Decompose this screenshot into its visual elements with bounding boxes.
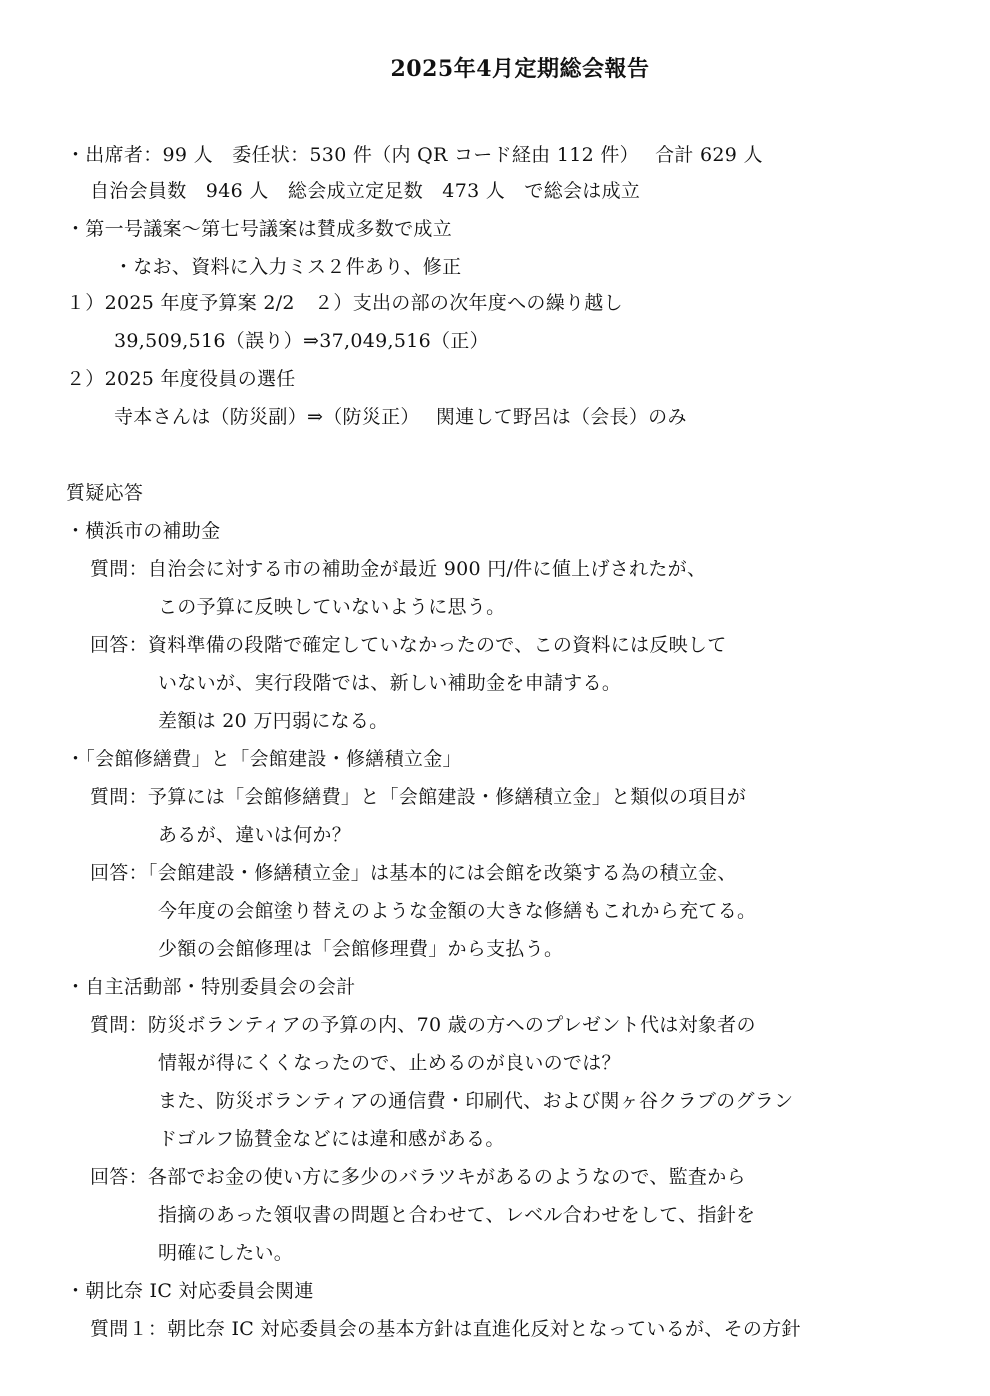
qa-heading: 質疑応答 [66,482,144,504]
topic-title: ・横浜市の補助金 [66,520,221,542]
topic-title: ・「会館修繕費」と「会館建設・修繕積立金」 [66,748,462,770]
agenda-passed: ・第一号議案～第七号議案は賛成多数で成立 [66,218,453,240]
agenda-item1-header: １）2025 年度予算案 2/2 ２）支出の部の次年度への繰り越し [66,292,623,314]
question-line: あるが、違いは何か？ [158,824,352,846]
question-line: ドゴルフ協賛金などには違和感がある。 [158,1128,505,1150]
question-line: この予算に反映していないように思う。 [158,596,506,618]
attendance-line-1: ・出席者：99 人 委任状：530 件（内 QR コード経由 112 件） 合計 629 人 [66,144,763,166]
answer-line: 回答：「会館建設・修繕積立金」は基本的には会館を改築する為の積立金、 [90,862,737,884]
question-line: 情報が得にくくなったので、止めるのが良いのでは？ [158,1052,621,1074]
agenda-item2-detail: 寺本さんは（防災副）⇒（防災正） 関連して野呂は（会長）のみ [114,406,687,428]
topic-title: ・朝比奈 IC 対応委員会関連 [66,1280,314,1302]
question-line: 質問：自治会に対する市の補助金が最近 900 円/件に値上げされたが、 [90,558,707,580]
agenda-note: ・なお、資料に入力ミス２件あり、修正 [114,256,462,278]
page-title: 2025年4月定期総会報告 [390,56,650,82]
question-line: 質問：予算には「会館修繕費」と「会館建設・修繕積立金」と類似の項目が [90,786,747,808]
topic-title: ・自主活動部・特別委員会の会計 [66,976,356,998]
answer-line: 明確にしたい。 [158,1242,294,1264]
question-line: 質問１：朝比奈 IC 対応委員会の基本方針は直進化反対となっているが、その方針 [90,1318,801,1340]
agenda-item2-header: ２）2025 年度役員の選任 [66,368,296,390]
answer-line: 今年度の会館塗り替えのような金額の大きな修繕もこれから充てる。 [158,900,757,922]
answer-line: 回答：資料準備の段階で確定していなかったので、この資料には反映して [90,634,727,656]
answer-line: 回答：各部でお金の使い方に多少のバラツキがあるのようなので、監査から [90,1166,746,1188]
answer-line: 少額の会館修理は「会館修理費」から支払う。 [158,938,564,960]
attendance-line-2: 自治会員数 946 人 総会成立定足数 473 人 で総会は成立 [90,180,641,202]
question-line: また、防災ボランティアの通信費・印刷代、および関ヶ谷クラブのグラン [158,1090,794,1112]
answer-line: 差額は 20 万円弱になる。 [158,710,389,732]
answer-line: いないが、実行段階では、新しい補助金を申請する。 [158,672,622,694]
agenda-item1-detail: 39,509,516（誤り）⇒37,049,516（正） [114,330,489,352]
question-line: 質問：防災ボランティアの予算の内、70 歳の方へのプレゼント代は対象者の [90,1014,756,1036]
answer-line: 指摘のあった領収書の問題と合わせて、レベル合わせをして、指針を [158,1204,756,1226]
